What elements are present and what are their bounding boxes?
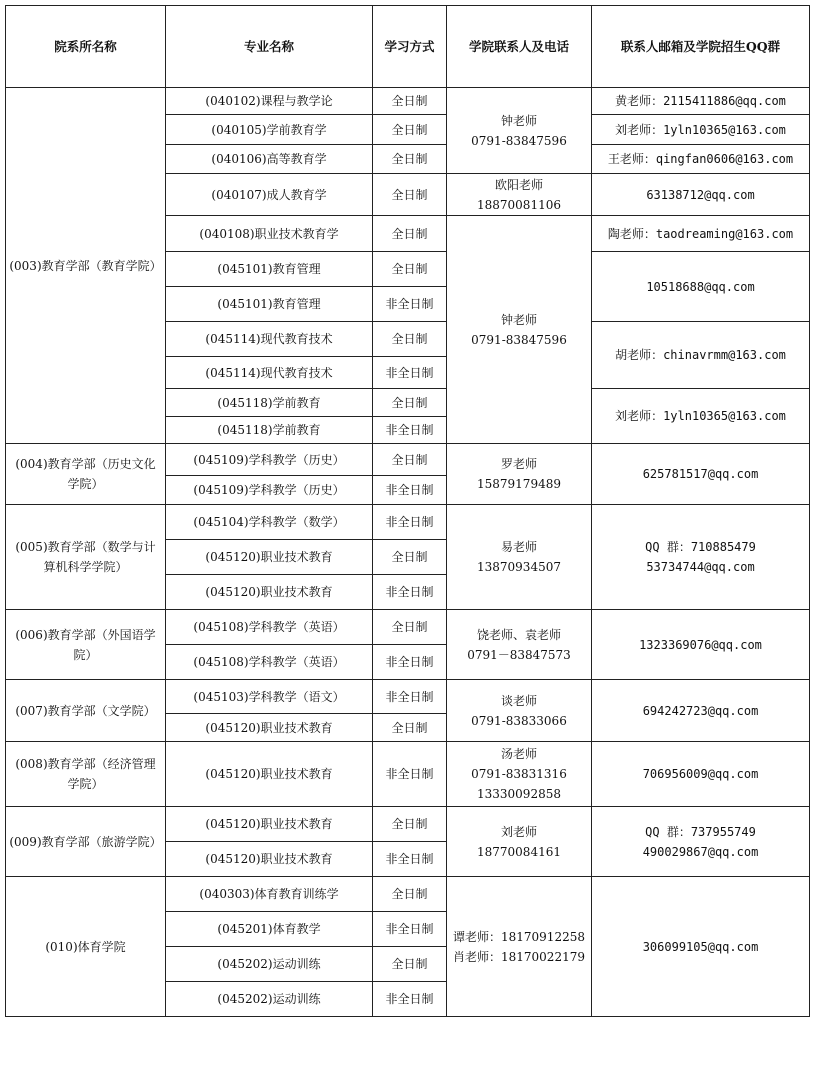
mode-cell: 非全日制 [373, 742, 447, 807]
college-line: 院） [73, 647, 98, 662]
mode-cell: 全日制 [373, 389, 447, 417]
email-cell: 胡老师：chinavrmm@163.com [592, 322, 810, 389]
college-line: (004)教育学部（历史文化 [15, 457, 156, 471]
major-cell: (045114)现代教育技术 [166, 357, 373, 389]
contact-name: 欧阳老师 [494, 177, 543, 192]
major-cell: (045104)学科教学（数学） [166, 505, 373, 540]
mode-cell: 非全日制 [373, 357, 447, 389]
mode-cell: 全日制 [373, 216, 447, 252]
mode-cell: 全日制 [373, 252, 447, 287]
college-line: 学院） [67, 477, 104, 491]
mode-cell: 非全日制 [373, 645, 447, 680]
mode-cell: 全日制 [373, 145, 447, 174]
contact-line: 谭老师：18170912258 [453, 929, 585, 944]
major-cell: (040108)职业技术教育学 [166, 216, 373, 252]
email-cell: 1323369076@qq.com [592, 610, 810, 680]
email-cell: 706956009@qq.com [592, 742, 810, 807]
contact-cell [447, 88, 592, 174]
email-address: 53734744@qq.com [646, 560, 755, 574]
mode-cell: 非全日制 [373, 287, 447, 322]
contact-name: 罗老师 [500, 457, 537, 471]
email-cell: 陶老师：taodreaming@163.com [592, 216, 810, 252]
email-address: 490029867@qq.com [642, 844, 759, 859]
contact-phone: 13870934507 [477, 560, 561, 574]
major-cell: (040105)学前教育学 [166, 115, 373, 145]
header-row [6, 6, 810, 88]
mode-cell: 全日制 [373, 88, 447, 115]
table-row [6, 807, 810, 842]
major-cell: (045103)学科教学（语文） [166, 680, 373, 714]
major-cell: (045101)教育管理 [166, 252, 373, 287]
major-cell: (040107)成人教育学 [166, 174, 373, 216]
college-cell: (007)教育学部（文学院） [6, 680, 166, 742]
contact-cell [447, 680, 592, 742]
college-line: (005)教育学部（数学与计 [15, 540, 156, 554]
email-cell: 10518688@qq.com [592, 252, 810, 322]
email-cell: 694242723@qq.com [592, 680, 810, 742]
major-cell: (045108)学科教学（英语） [166, 645, 373, 680]
major-cell: (045120)职业技术教育 [166, 842, 373, 877]
major-cell: (045202)运动训练 [166, 947, 373, 982]
major-cell: (040102)课程与教学论 [166, 88, 373, 115]
mode-cell: 非全日制 [373, 912, 447, 947]
header-mode: 学习方式 [373, 6, 447, 88]
email-cell: 刘老师：1yln10365@163.com [592, 115, 810, 145]
major-cell: (045120)职业技术教育 [166, 807, 373, 842]
email-cell [592, 807, 810, 877]
table-row [6, 610, 810, 645]
major-cell: (045109)学科教学（历史） [166, 476, 373, 505]
major-cell: (045118)学前教育 [166, 417, 373, 444]
major-cell: (045120)职业技术教育 [166, 540, 373, 575]
contact-name: 汤老师 [500, 747, 537, 761]
header-major: 专业名称 [166, 6, 373, 88]
contact-name: 钟老师 [500, 312, 537, 327]
mode-cell: 非全日制 [373, 575, 447, 610]
mode-cell: 非全日制 [373, 505, 447, 540]
major-cell: (040106)高等教育学 [166, 145, 373, 174]
mode-cell: 全日制 [373, 115, 447, 145]
major-cell: (045114)现代教育技术 [166, 322, 373, 357]
table-row [6, 742, 810, 807]
major-cell: (045120)职业技术教育 [166, 714, 373, 742]
contact-cell [447, 444, 592, 505]
qq-group: QQ 群：737955749 [645, 824, 756, 839]
contact-name: 易老师 [500, 540, 537, 554]
header-contact: 学院联系人及电话 [447, 6, 592, 88]
college-line: 算机科学学院） [43, 560, 128, 574]
table-row [6, 877, 810, 912]
mode-cell: 全日制 [373, 322, 447, 357]
email-cell [592, 505, 810, 610]
table-row [6, 505, 810, 540]
contact-phone: 0791-83833066 [471, 713, 567, 728]
email-cell: 625781517@qq.com [592, 444, 810, 505]
contact-line: 肖老师：18170022179 [453, 949, 585, 964]
college-cell: (003)教育学部（教育学院） [6, 88, 166, 444]
contact-cell [447, 216, 592, 444]
major-cell: (045120)职业技术教育 [166, 575, 373, 610]
contact-name: 饶老师、袁老师 [476, 627, 561, 642]
contact-cell [447, 877, 592, 1017]
mode-cell: 非全日制 [373, 842, 447, 877]
mode-cell: 全日制 [373, 807, 447, 842]
mode-cell: 非全日制 [373, 982, 447, 1017]
table-row [6, 444, 810, 476]
contact-phone: 15879179489 [477, 477, 561, 491]
college-line: (006)教育学部（外国语学 [15, 627, 156, 642]
header-email: 联系人邮箱及学院招生QQ群 [592, 6, 810, 88]
college-line: (008)教育学部（经济管理 [15, 757, 156, 771]
college-cell [6, 610, 166, 680]
contact-name: 钟老师 [500, 113, 537, 128]
header-college: 院系所名称 [6, 6, 166, 88]
mode-cell: 非全日制 [373, 680, 447, 714]
college-cell: (009)教育学部（旅游学院） [6, 807, 166, 877]
contact-phone: 0791-83831316 [471, 767, 567, 781]
contact-name: 谈老师 [500, 693, 537, 708]
major-cell: (045101)教育管理 [166, 287, 373, 322]
college-line: 学院） [67, 777, 104, 791]
major-cell: (040303)体育教育训练学 [166, 877, 373, 912]
mode-cell: 非全日制 [373, 476, 447, 505]
mode-cell: 全日制 [373, 610, 447, 645]
mode-cell: 全日制 [373, 540, 447, 575]
major-cell: (045118)学前教育 [166, 389, 373, 417]
major-cell: (045109)学科教学（历史） [166, 444, 373, 476]
email-cell: 刘老师：1yln10365@163.com [592, 389, 810, 444]
contact-cell [447, 174, 592, 216]
email-cell: 黄老师：2115411886@qq.com [592, 88, 810, 115]
email-cell: 63138712@qq.com [592, 174, 810, 216]
college-cell: (010)体育学院 [6, 877, 166, 1017]
mode-cell: 全日制 [373, 444, 447, 476]
table-row [6, 680, 810, 714]
major-cell: (045120)职业技术教育 [166, 742, 373, 807]
qq-group: QQ 群：710885479 [645, 540, 756, 554]
college-cell [6, 505, 166, 610]
contact-name: 刘老师 [500, 824, 537, 839]
college-cell [6, 742, 166, 807]
contact-cell [447, 610, 592, 680]
email-cell: 王老师：qingfan0606@163.com [592, 145, 810, 174]
contact-phone: 0791-83847596 [471, 133, 567, 148]
major-cell: (045202)运动训练 [166, 982, 373, 1017]
contact-phone: 18770084161 [477, 844, 561, 859]
contact-cell [447, 505, 592, 610]
mode-cell: 全日制 [373, 174, 447, 216]
contact-phone: 0791-83847596 [471, 332, 567, 347]
college-cell [6, 444, 166, 505]
email-cell: 306099105@qq.com [592, 877, 810, 1017]
major-cell: (045201)体育教学 [166, 912, 373, 947]
mode-cell: 非全日制 [373, 417, 447, 444]
major-cell: (045108)学科教学（英语） [166, 610, 373, 645]
mode-cell: 全日制 [373, 877, 447, 912]
contact-phone: 0791－83847573 [467, 647, 571, 662]
table-row [6, 88, 810, 115]
mode-cell: 全日制 [373, 714, 447, 742]
contacts-table [5, 5, 810, 1017]
contact-phone: 13330092858 [477, 787, 561, 801]
contact-cell [447, 742, 592, 807]
contact-cell [447, 807, 592, 877]
mode-cell: 全日制 [373, 947, 447, 982]
contact-phone: 18870081106 [477, 197, 561, 212]
